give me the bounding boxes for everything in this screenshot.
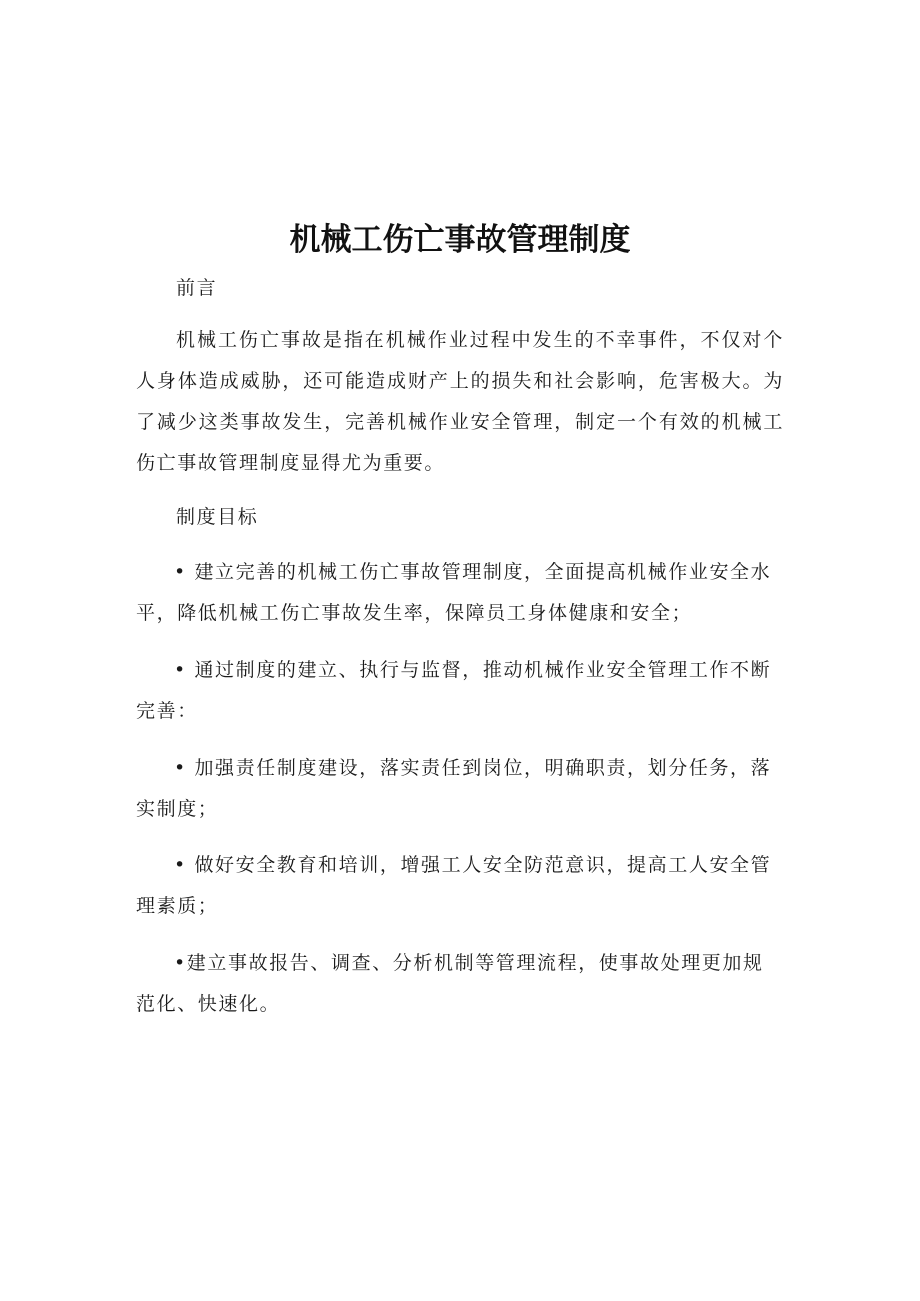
document-title: 机械工伤亡事故管理制度 xyxy=(289,222,631,258)
objective-item-3: • 加强责任制度建设，落实责任到岗位，明确职责，划分任务，落实制度； xyxy=(136,757,772,820)
objective-item-1: • 建立完善的机械工伤亡事故管理制度，全面提高机械作业安全水平，降低机械工伤亡事故发生率，保障员工身体健康和安全； xyxy=(136,561,772,624)
objectives-heading: 制度目标 xyxy=(176,506,259,528)
preface-heading: 前言 xyxy=(176,277,218,299)
objective-item-2: • 通过制度的建立、执行与监督，推动机械作业安全管理工作不断完善： xyxy=(136,659,772,722)
preface-paragraph: 机械工伤亡事故是指在机械作业过程中发生的不幸事件，不仅对个人身体造成威胁，还可能造成财产上的损失和社会影响，危害极大。为了减少这类事故发生，完善机械作业安全管理，制定一个有效的机械工伤亡事故管理制度显得尤为重要。 xyxy=(136,329,784,474)
objective-item-4: • 做好安全教育和培训，增强工人安全防范意识，提高工人安全管理素质； xyxy=(136,854,772,917)
objective-item-5: •建立事故报告、调查、分析机制等管理流程，使事故处理更加规范化、快速化。 xyxy=(136,952,764,1015)
